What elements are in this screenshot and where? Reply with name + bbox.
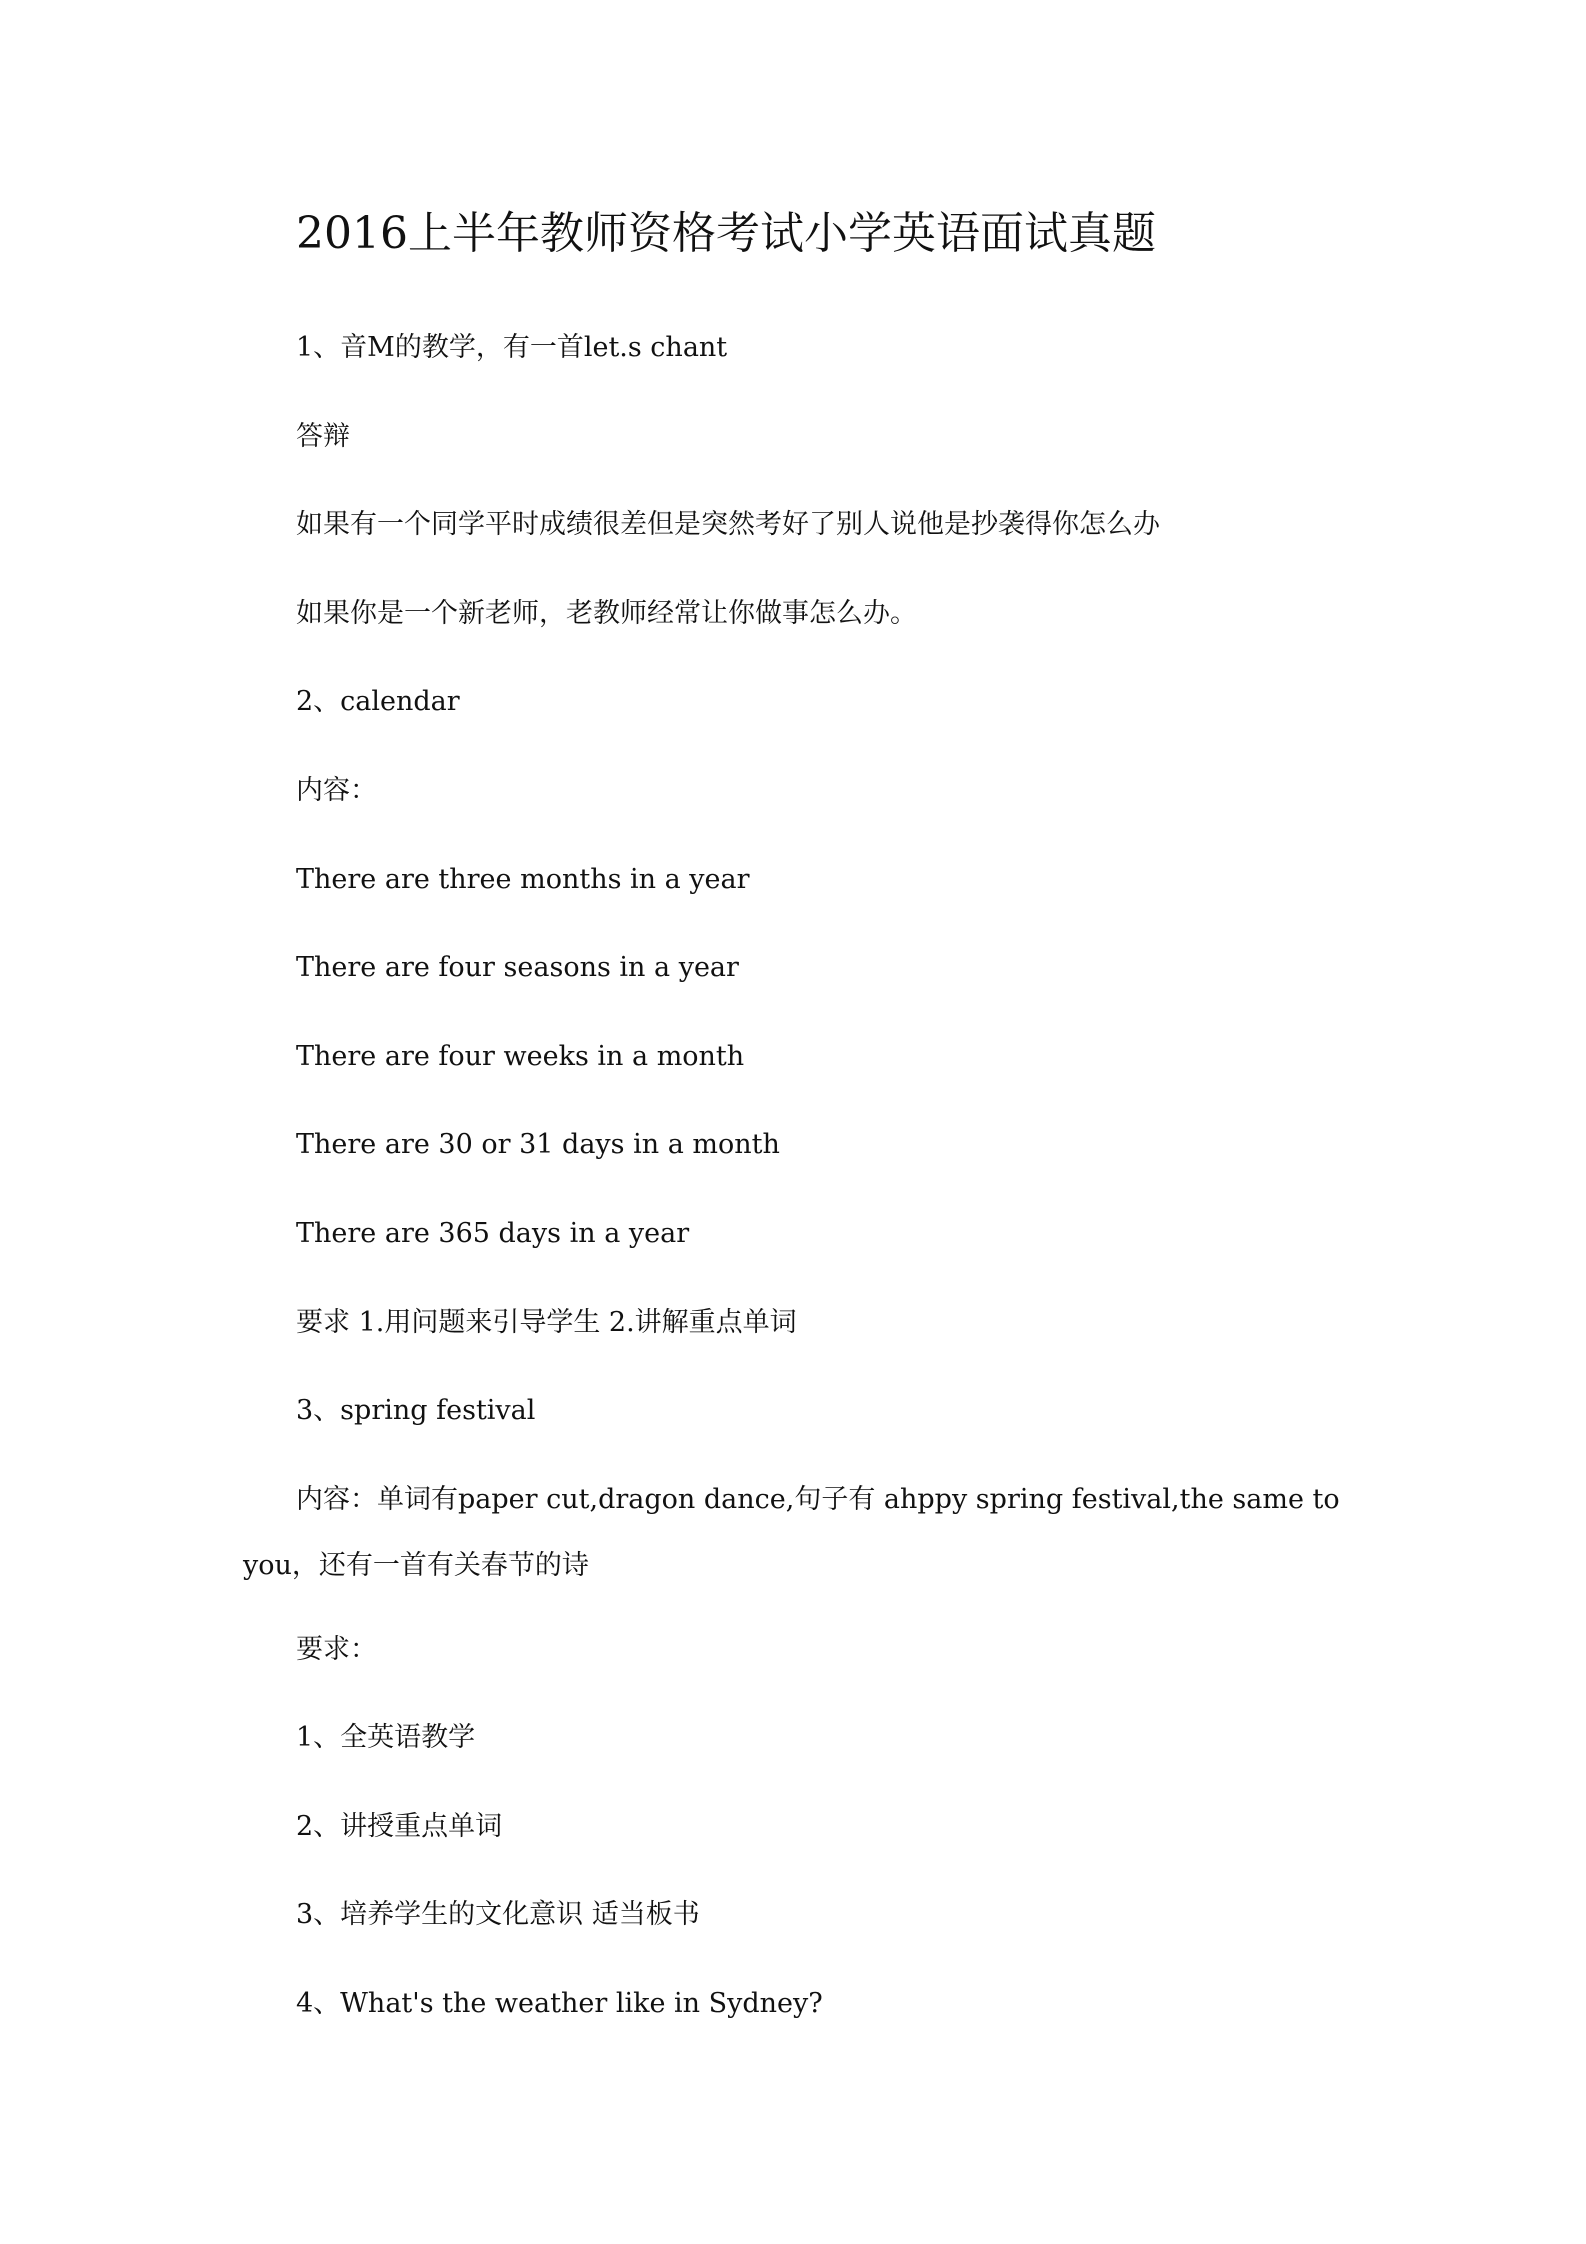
requirement-1: 1、全英语教学 bbox=[296, 1722, 476, 1753]
defense-question-2: 如果你是一个新老师，老教师经常让你做事怎么办。 bbox=[296, 598, 917, 629]
document-title: 2016上半年教师资格考试小学英语面试真题 bbox=[296, 208, 1156, 259]
content-line-5: There are 365 days in a year bbox=[296, 1218, 690, 1249]
content-line-3: There are four weeks in a month bbox=[296, 1041, 745, 1072]
content-line-4: There are 30 or 31 days in a month bbox=[296, 1129, 780, 1160]
content-label: 内容： bbox=[296, 775, 377, 806]
question-2-heading: 2、calendar bbox=[296, 686, 460, 717]
requirements-line: 要求 1.用问题来引导学生 2.讲解重点单词 bbox=[296, 1307, 797, 1338]
question-3-content: 内容：单词有paper cut,dragon dance,句子有 ahppy spring festival,the same to you，还有一首有关春节的诗 bbox=[243, 1484, 1340, 1581]
requirement-2: 2、讲授重点单词 bbox=[296, 1811, 503, 1842]
defense-heading: 答辩 bbox=[296, 421, 350, 452]
requirements-label: 要求： bbox=[296, 1634, 377, 1665]
question-3-heading: 3、spring festival bbox=[296, 1395, 536, 1426]
content-line-1: There are three months in a year bbox=[296, 864, 750, 895]
question-1-heading: 1、音M的教学，有一首let.s chant bbox=[296, 332, 728, 363]
content-line-2: There are four seasons in a year bbox=[296, 952, 739, 983]
requirement-3: 3、培养学生的文化意识 适当板书 bbox=[296, 1899, 700, 1930]
question-4-heading: 4、What's the weather like in Sydney? bbox=[296, 1988, 823, 2019]
defense-question-1: 如果有一个同学平时成绩很差但是突然考好了别人说他是抄袭得你怎么办 bbox=[296, 509, 1160, 540]
